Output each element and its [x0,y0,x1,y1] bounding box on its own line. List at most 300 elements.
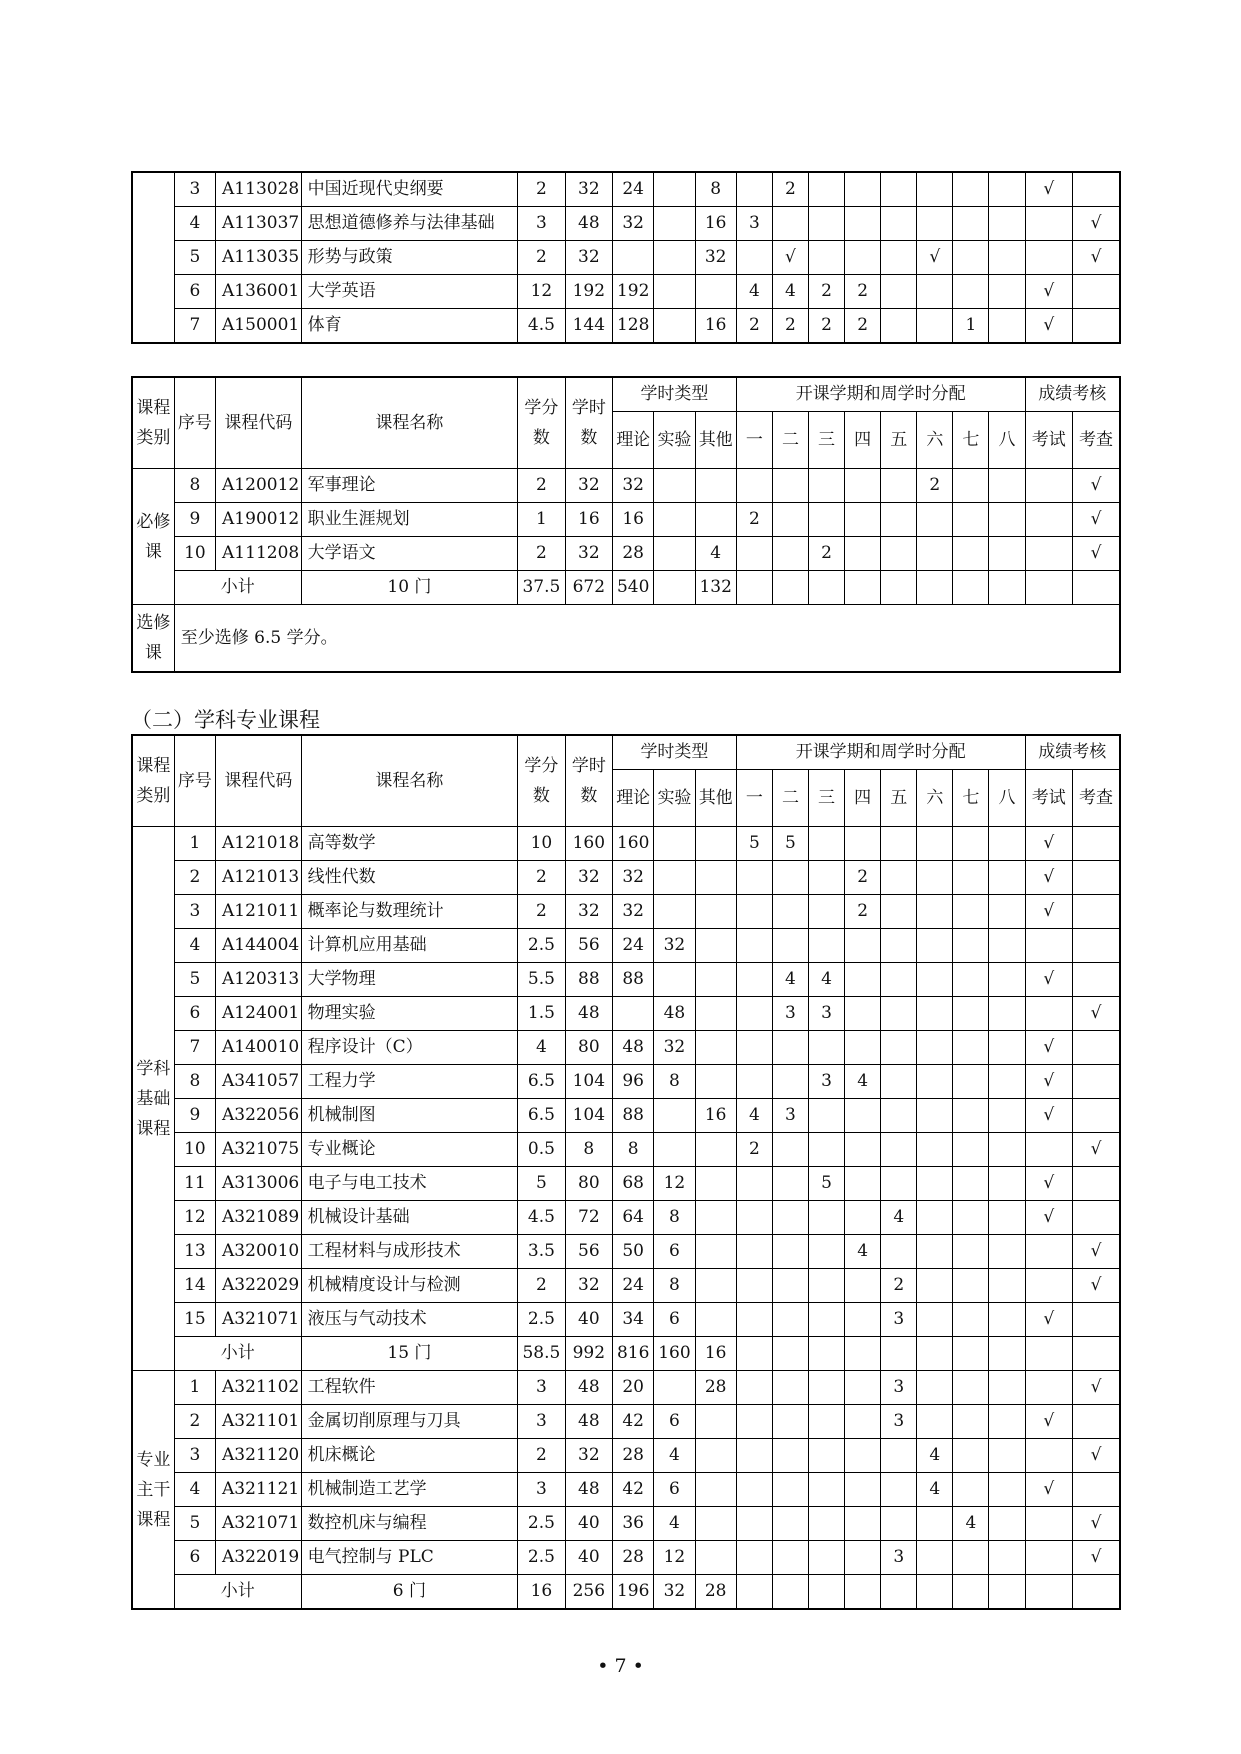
table-cell [772,1167,808,1201]
table-cell: 32 [565,895,612,929]
table-cell: 72 [565,1201,612,1235]
subtotal-cell: 32 [654,1575,695,1610]
table-cell: 88 [613,1099,654,1133]
header-other: 其他 [695,412,736,469]
table-cell: 2 [518,895,565,929]
table-cell [809,1099,845,1133]
header-assess: 成绩考核 [1025,377,1120,412]
subtotal-cell [881,571,917,605]
table-cell [881,861,917,895]
table-cell: 64 [613,1201,654,1235]
header-row [132,735,1120,770]
table-cell: √ [1073,997,1121,1031]
course-name-cell: 数控机床与编程 [301,1507,518,1541]
table-cell: 8 [565,1133,612,1167]
table-cell: 2 [845,275,881,309]
table-cell [881,241,917,275]
course-name-cell: 工程软件 [301,1371,518,1405]
table-cell: 15 [174,1303,215,1337]
subtotal-cell [1073,571,1121,605]
table-cell [881,1133,917,1167]
table-row [132,172,1120,207]
subtotal-cell [917,1337,953,1371]
table-cell [881,309,917,344]
table-cell [736,1303,772,1337]
table-cell: 2 [736,1133,772,1167]
table-cell [1073,929,1121,963]
table-cell [953,172,989,207]
table-cell: 32 [613,861,654,895]
table-cell [736,1371,772,1405]
subtotal-count: 10 门 [301,571,518,605]
table-cell [845,963,881,997]
table-cell [809,241,845,275]
table-cell: 16 [613,503,654,537]
table-cell [1073,309,1121,344]
table-cell [654,275,695,309]
table-cell [989,929,1025,963]
table-cell: 3 [809,997,845,1031]
header-check: 考查 [1073,412,1121,469]
table-cell [772,1405,808,1439]
table-cell [953,1371,989,1405]
table-row [132,1235,1120,1269]
header-theory: 理论 [613,412,654,469]
table-cell [695,275,736,309]
table-cell: 48 [613,1031,654,1065]
table-cell: 12 [654,1167,695,1201]
header-hour-type: 学时类型 [613,735,737,770]
table-cell: 32 [565,1269,612,1303]
course-name-cell: 大学英语 [301,275,518,309]
subtotal-cell: 160 [654,1337,695,1371]
table-cell: 4 [809,963,845,997]
table-cell [845,1167,881,1201]
subtotal-label: 小计 [174,1575,301,1610]
table-row [132,997,1120,1031]
table-cell: 20 [613,1371,654,1405]
table-cell [1025,1235,1072,1269]
table-cell: √ [1025,1099,1072,1133]
table-cell [1073,1167,1121,1201]
table-cell [1025,241,1072,275]
header-assess: 成绩考核 [1025,735,1120,770]
table-cell [809,827,845,861]
table-cell [989,469,1025,503]
table-cell: 8 [695,172,736,207]
table-cell: 88 [565,963,612,997]
table-cell: 56 [565,1235,612,1269]
table-cell [613,997,654,1031]
table-cell: A113035 [216,241,302,275]
table-cell [809,861,845,895]
elective-category: 选修课 [132,605,174,673]
table-cell [917,1371,953,1405]
subtotal-cell: 540 [613,571,654,605]
table-row [132,1507,1120,1541]
table-cell [695,1405,736,1439]
table-cell [772,1439,808,1473]
table-cell [1073,827,1121,861]
table-cell: 0.5 [518,1133,565,1167]
table-cell: A113028 [216,172,302,207]
table-cell: 2 [518,1269,565,1303]
table-cell [845,997,881,1031]
table-cell: A341057 [216,1065,302,1099]
table-cell: 42 [613,1405,654,1439]
subtotal-cell: 196 [613,1575,654,1610]
table-cell: A113037 [216,207,302,241]
table-cell [772,1507,808,1541]
table-row [132,1405,1120,1439]
table-cell: 10 [174,537,215,571]
table-cell [989,207,1025,241]
table-row [132,1269,1120,1303]
table-cell: √ [1073,1235,1121,1269]
table-cell: A136001 [216,275,302,309]
table-cell [695,1031,736,1065]
table-cell: 48 [565,1405,612,1439]
table-cell [809,1405,845,1439]
table-cell [736,241,772,275]
table-cell [736,1167,772,1201]
table-cell: A322056 [216,1099,302,1133]
table-cell: A321121 [216,1473,302,1507]
table-cell [695,1167,736,1201]
table-cell: 2 [518,537,565,571]
table-cell [809,207,845,241]
subtotal-cell [1025,1337,1072,1371]
table-cell [695,1235,736,1269]
table-cell [1073,1473,1121,1507]
subtotal-cell: 672 [565,571,612,605]
subtotal-cell: 58.5 [518,1337,565,1371]
table-cell [695,929,736,963]
table-cell: 13 [174,1235,215,1269]
subtotal-cell [736,1337,772,1371]
table-cell [654,1133,695,1167]
table-cell: 144 [565,309,612,344]
table-cell [953,1065,989,1099]
table-cell: √ [1073,503,1121,537]
header-row [132,377,1120,412]
table-row [132,1031,1120,1065]
table-cell: √ [1025,861,1072,895]
course-name-cell: 机械精度设计与检测 [301,1269,518,1303]
course-name-cell: 线性代数 [301,861,518,895]
table-cell [989,895,1025,929]
table-cell [989,241,1025,275]
table-cell [1025,503,1072,537]
header-exam: 考试 [1025,770,1072,827]
table-cell: 96 [613,1065,654,1099]
table-cell: 48 [565,207,612,241]
table-cell: 36 [613,1507,654,1541]
table-cell: 8 [174,1065,215,1099]
table-cell [845,241,881,275]
table-cell: 2 [772,172,808,207]
table-cell: 3 [881,1541,917,1575]
table-cell [917,997,953,1031]
course-name-cell: 中国近现代史纲要 [301,172,518,207]
table-cell: 8 [174,469,215,503]
table-cell [736,963,772,997]
table-cell: 2 [809,309,845,344]
table-cell [953,1133,989,1167]
header-term: 二 [772,770,808,827]
table-cell: 2 [772,309,808,344]
table-cell: 32 [565,172,612,207]
table-cell: 6.5 [518,1099,565,1133]
table-cell: A321071 [216,1507,302,1541]
table-cell: 28 [613,537,654,571]
table-cell: 4 [736,1099,772,1133]
course-table-continued [131,171,1121,344]
table-cell [953,895,989,929]
table-cell [736,1473,772,1507]
header-term: 三 [809,412,845,469]
header-term: 八 [989,412,1025,469]
table-cell: 6 [174,275,215,309]
table-cell [809,929,845,963]
table-cell: 32 [695,241,736,275]
table-cell: 4 [772,963,808,997]
header-term: 二 [772,412,808,469]
table-cell [695,1439,736,1473]
table-cell: A321089 [216,1201,302,1235]
table-cell [989,1439,1025,1473]
table-cell: √ [1025,1065,1072,1099]
table-cell [953,537,989,571]
subtotal-row [132,1575,1120,1610]
elective-note: 至少选修 6.5 学分。 [174,605,1120,673]
table-row [132,503,1120,537]
header-schedule: 开课学期和周学时分配 [736,377,1025,412]
course-name-cell: 物理实验 [301,997,518,1031]
table-cell: 2.5 [518,1303,565,1337]
course-name-cell: 电子与电工技术 [301,1167,518,1201]
table-cell: 4 [695,537,736,571]
table-cell: 80 [565,1031,612,1065]
table-cell [845,1473,881,1507]
table-cell [845,827,881,861]
table-cell [845,1031,881,1065]
header-name: 课程名称 [301,377,518,469]
table-cell: 40 [565,1303,612,1337]
header-term: 三 [809,770,845,827]
table-cell [917,1269,953,1303]
table-cell: 32 [565,469,612,503]
table-cell [881,1031,917,1065]
table-cell: 32 [654,1031,695,1065]
table-cell [695,1303,736,1337]
table-cell: 2 [518,1439,565,1473]
table-cell [654,827,695,861]
table-cell: 4 [736,275,772,309]
table-cell [1073,1201,1121,1235]
table-cell: √ [1025,827,1072,861]
table-row [132,1133,1120,1167]
header-term: 七 [953,770,989,827]
table-cell: 24 [613,172,654,207]
table-cell [695,997,736,1031]
table-row [132,1473,1120,1507]
table-cell [809,1439,845,1473]
subtotal-cell [953,1575,989,1610]
table-cell: 3 [809,1065,845,1099]
table-cell: √ [1073,207,1121,241]
table-cell [772,861,808,895]
table-cell: 4 [772,275,808,309]
table-cell: 34 [613,1303,654,1337]
table-cell: 128 [613,309,654,344]
table-cell: 4 [917,1473,953,1507]
table-cell [809,1541,845,1575]
table-cell [1073,1065,1121,1099]
table-cell [1025,1133,1072,1167]
table-cell [917,929,953,963]
table-cell [695,963,736,997]
table-cell [654,963,695,997]
table-cell [736,469,772,503]
table-cell: 2 [845,309,881,344]
course-name-cell: 思想道德修养与法律基础 [301,207,518,241]
table-cell: √ [1025,275,1072,309]
table-cell: 32 [565,861,612,895]
table-cell [845,1201,881,1235]
header-term: 一 [736,412,772,469]
table-row [132,241,1120,275]
table-cell: 5 [174,241,215,275]
table-cell [809,172,845,207]
table-cell [1025,207,1072,241]
table-cell [953,1099,989,1133]
table-cell: 5 [736,827,772,861]
table-cell: 6 [654,1473,695,1507]
table-cell [989,1541,1025,1575]
table-cell [1073,172,1121,207]
table-cell: 32 [654,929,695,963]
table-cell: 2 [845,895,881,929]
table-cell: 56 [565,929,612,963]
subtotal-cell: 16 [695,1337,736,1371]
table-cell: 2 [845,861,881,895]
header-hour-type: 学时类型 [613,377,737,412]
table-cell: 3 [518,1405,565,1439]
table-cell [845,1133,881,1167]
table-cell: √ [1025,895,1072,929]
header-exam: 考试 [1025,412,1072,469]
table-cell [1025,1269,1072,1303]
table-cell: 7 [174,1031,215,1065]
table-cell [917,207,953,241]
table-cell: A140010 [216,1031,302,1065]
table-cell [917,309,953,344]
table-cell: 5.5 [518,963,565,997]
table-cell: 1 [953,309,989,344]
table-cell [989,537,1025,571]
course-name-cell: 金属切削原理与刀具 [301,1405,518,1439]
table-cell [917,861,953,895]
table-cell: A320010 [216,1235,302,1269]
table-cell: 48 [565,997,612,1031]
subtotal-cell: 992 [565,1337,612,1371]
table-cell: 3.5 [518,1235,565,1269]
table-cell: √ [1025,172,1072,207]
table-cell: 2 [174,1405,215,1439]
table-cell [845,929,881,963]
table-cell: √ [1025,1303,1072,1337]
table-cell [989,1303,1025,1337]
table-cell [772,929,808,963]
table-cell [917,1235,953,1269]
table-cell [1073,963,1121,997]
table-row [132,309,1120,344]
table-cell: 104 [565,1099,612,1133]
table-cell: 2.5 [518,929,565,963]
table-cell: 42 [613,1473,654,1507]
table-cell [809,503,845,537]
subtotal-row [132,571,1120,605]
table-cell [917,503,953,537]
table-cell: 2 [518,861,565,895]
header-schedule: 开课学期和周学时分配 [736,735,1025,770]
table-cell: √ [1073,1269,1121,1303]
table-cell [953,469,989,503]
table-cell [845,1371,881,1405]
table-row [132,1371,1120,1405]
table-cell [772,1201,808,1235]
table-cell [881,997,917,1031]
table-cell: 3 [881,1405,917,1439]
table-cell: 2.5 [518,1541,565,1575]
subtotal-cell [809,1337,845,1371]
subtotal-count: 6 门 [301,1575,518,1610]
table-cell [1025,1439,1072,1473]
subtotal-cell [917,1575,953,1610]
category-cell: 学科基础课程 [132,827,174,1371]
table-cell [917,1031,953,1065]
table-cell: 48 [654,997,695,1031]
table-cell [989,1473,1025,1507]
table-cell [1073,1031,1121,1065]
table-cell: A321071 [216,1303,302,1337]
elective-row [132,605,1120,673]
table-cell [1025,1541,1072,1575]
table-cell [772,1031,808,1065]
table-cell: 3 [736,207,772,241]
table-row [132,929,1120,963]
table-cell: 88 [613,963,654,997]
table-cell [845,1507,881,1541]
table-cell: 5 [809,1167,845,1201]
subtotal-cell [845,1337,881,1371]
table-cell [772,1269,808,1303]
table-row [132,1201,1120,1235]
table-cell: 16 [695,309,736,344]
table-cell [736,1507,772,1541]
table-cell: 1 [518,503,565,537]
table-cell [881,469,917,503]
table-cell: 4.5 [518,1201,565,1235]
table-cell: 192 [565,275,612,309]
table-cell [845,1303,881,1337]
table-cell [953,1405,989,1439]
table-cell [809,1507,845,1541]
table-cell [1073,1405,1121,1439]
table-cell [654,309,695,344]
page-number: • 7 • [597,1655,644,1677]
